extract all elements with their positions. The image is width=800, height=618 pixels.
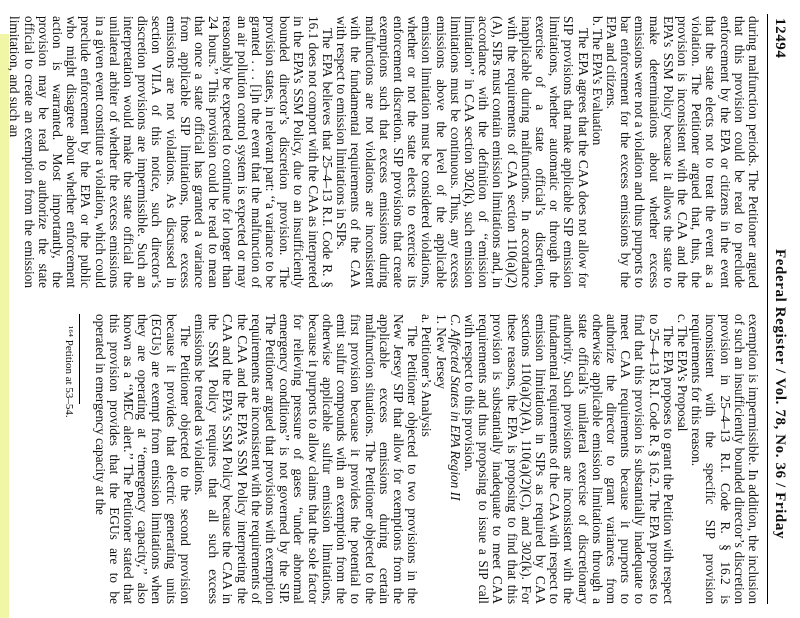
paragraph: The EPA agrees that the CAA does not allow for SIP provisions that make applicable SIP emission limitations, whether automatic or through the exercise of a state official’s discretion, inapplicable during malfunctions. In accordance with the requirements of CAA section 110(a)(2)(A), SIPs must contain emission limitations and, in accordance with the definition of ‘‘emission limitation’’ in CAA section 302(k), such emission limitations must be continuous. Thus, any excess emissions above the level of the applicable emission limitation must be considered violations, whether or not the state elects to exercise its enforcement discretion. SIP provisions that create exemptions such that excess emissions during malfunctions are not violations are inconsistent with the fundamental requirements of the CAA with respect to emission limitations in SIPs. bbox=[334, 16, 591, 288]
page-header bbox=[767, 14, 790, 604]
section-heading: a. Petitioner’s Analysis bbox=[419, 314, 435, 437]
paragraph: exemption is impermissible. In addition, the inclusion of such an insufficiently bounded director’s discretion provision in 25–4–13 R.I. Code R. § 16.2 is inconsistent with the specific SIP provision requirements for this reason. bbox=[689, 314, 761, 604]
text-column-left bbox=[7, 16, 761, 288]
paragraph: during malfunction periods. The Petitioner argued that this provision could be read to preclude enforcement by the EPA or citizens in the event that the state elects not to treat the event as a violation. The Petitioner argued that, thus, the provision is inconsistent with the CAA and the EPA’s SSM Policy because it allows the state to make determinations about whether excess emissions were not a violation and thus purports to bar enforcement for the excess emissions by the EPA and citizens. bbox=[603, 16, 761, 288]
footnote-rule bbox=[79, 314, 80, 404]
footnote: ¹⁶⁴ Petition at 53–54. bbox=[63, 326, 76, 418]
paragraph: The Petitioner objected to the second provision because it provides that electric generating units (EGUs) are exempt from emission limitations when they are operating at ‘‘emergency capacity,’’ also known as a ‘‘MEC alert.’’ The Petitioner stated that this provision provides that the EGUs are to be operated in emergency capacity at the bbox=[92, 314, 193, 604]
section-heading: C. Affected States in EPA Region II bbox=[447, 314, 463, 501]
paragraph: The EPA believes that 25–4–13 R.I. Code R. § 16.1 does not comport with the CAA as interpreted in the EPA’s SSM Policy, due to an insufficiently bounded director’s discretion provision. The provision states, in relevant part: ‘‘a variance to be granted . . . [i]n the event that the malfunction of an air pollution control system is expected or may reasonably be expected to continue for longer than 24 hours.’’ This provision could be read to mean that once a state official has granted a variance from applicable SIP limitations, those excess emissions are not violations. As discussed in section VII.A of this notice, such director’s discretion provisions are impermissible. Such an interpretation would make the state official the unilateral arbiter of whether the excess emissions in a given event constitute a violation, which could preclude enforcement by the EPA or the public who might disagree about whether enforcement action is warranted. Most importantly, the provision may be read to authorize the state official to create an exemption from the emission limitation, and such an bbox=[7, 16, 335, 288]
paragraph: The EPA proposes to grant the Petition with respect to 25–4–13 R.I. Code R. § 16.2. The EPA proposes to find that this provision is substantially inadequate to meet CAA requirements because it purports to authorize the director to grant variances from otherwise applicable emission limitations through a state official’s unilateral exercise of discretionary authority. Such provisions are inconsistent with the fundamental requirements of the CAA with respect to emission limitations in SIPs as required by CAA sections 110(a)(2)(A), 110(a)(2)(C), and 302(k). For these reasons, the EPA is proposing to find that this provision is substantially inadequate to meet CAA requirements and thus proposing to issue a SIP call with respect to this provision. bbox=[461, 314, 676, 604]
section-heading: b. The EPA’s Evaluation bbox=[589, 16, 605, 146]
section-heading: c. The EPA’s Proposal bbox=[674, 314, 690, 432]
running-head: Federal Register / Vol. 78, No. 36 / Friday bbox=[772, 249, 788, 540]
text-column-right bbox=[20, 314, 760, 604]
section-heading: 1. New Jersey bbox=[433, 314, 449, 389]
paragraph: The Petitioner objected to two provisions in the New Jersey SIP that allow for exemptions from the applicable excess emissions during certain malfunction situations. The Petitioner objected to the first provision because it provides the potential to emit sulfur compounds with an exemption from the otherwise applicable sulfur emission limitations, because it purports to allow claims that the sole factor for relieving pressure of gases ‘‘under abnormal emergency conditions’’ is not governed by the SIP. The Petitioner argued that provisions with exemption requirements are inconsistent with the requirements of the CAA and the EPA’s SSM Policy interpreting the CAA and the EPA’s SSM Policy because the CAA in the SSM Policy requires that all such excess emissions be treated as violations. bbox=[192, 314, 421, 604]
rotated-document-page bbox=[7, 14, 790, 604]
page-number: 12494 bbox=[772, 18, 788, 59]
